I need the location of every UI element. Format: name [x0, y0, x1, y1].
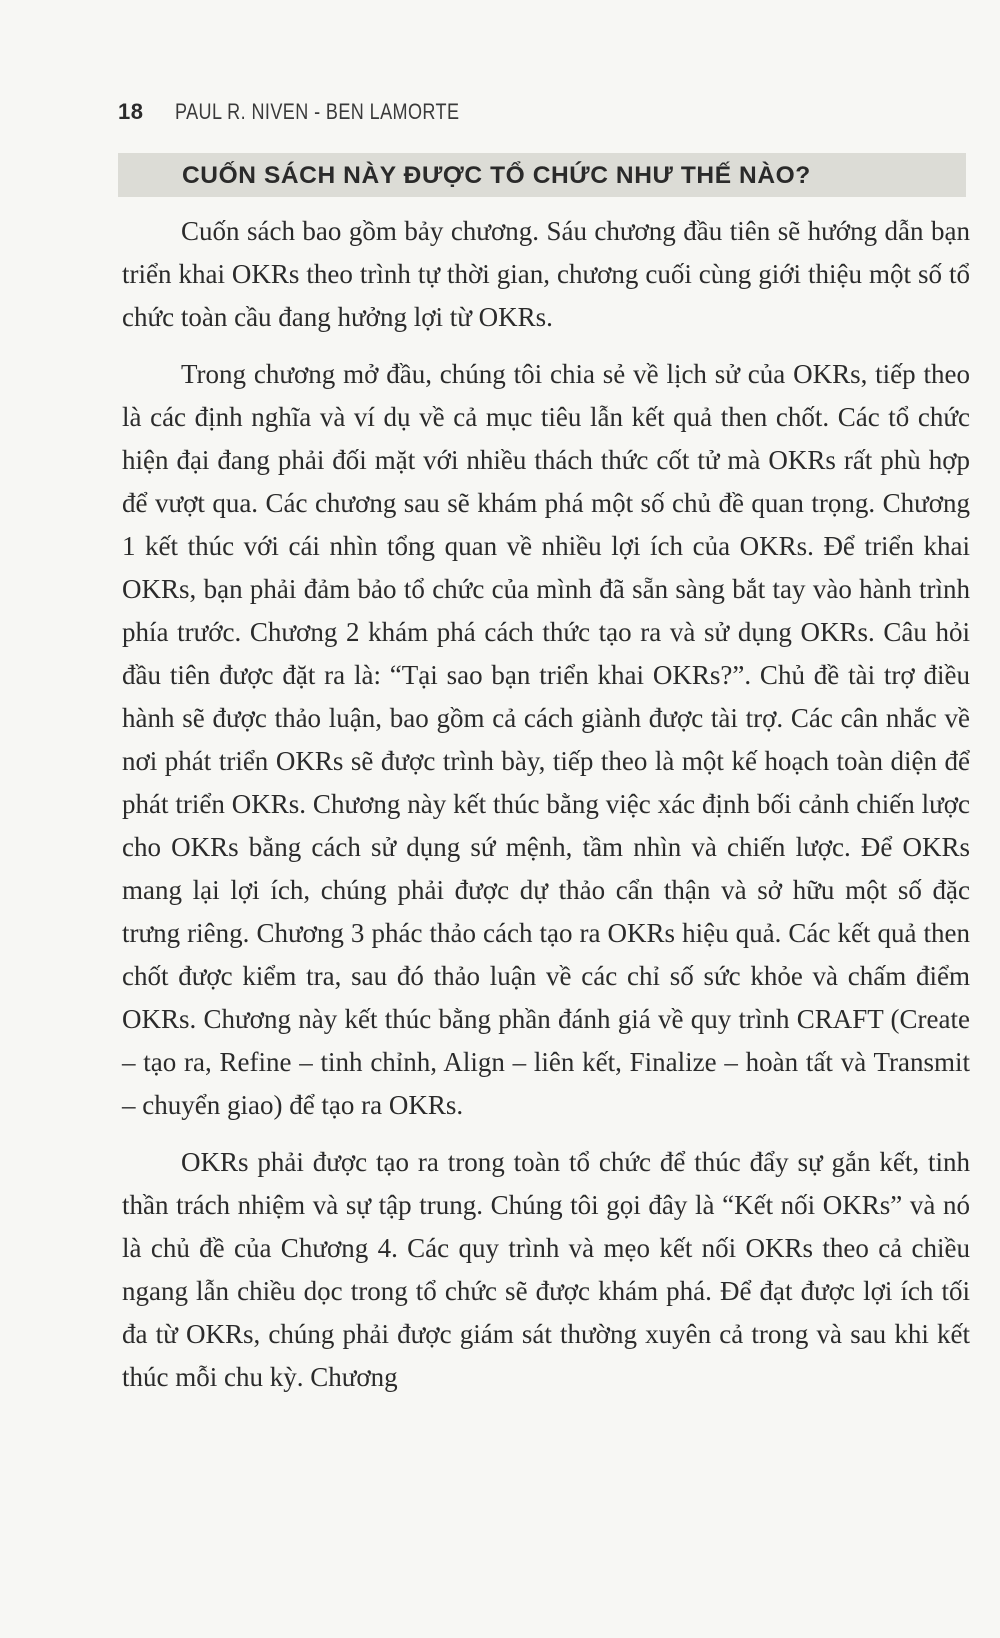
- paragraph-1: Cuốn sách bao gồm bảy chương. Sáu chương đầu tiên sẽ hướng dẫn bạn triển khai OKRs theo trình tự thời gian, chương cuối cùng giới thiệu một số tổ chức toàn cầu đang hưởng lợi từ OKRs.: [122, 216, 970, 332]
- book-authors: PAUL R. NIVEN - BEN LAMORTE: [175, 99, 460, 124]
- body-text: [122, 210, 970, 1399]
- paragraph-2: Trong chương mở đầu, chúng tôi chia sẻ về lịch sử của OKRs, tiếp theo là các định nghĩa và ví dụ về cả mục tiêu lẫn kết quả then chốt. Các tổ chức hiện đại đang phải đối mặt với nhiều thách thức cốt tử mà OKRs rất phù hợp để vượt qua. Các chương sau sẽ khám phá một số chủ đề quan trọng. Chương 1 kết thúc với cái nhìn tổng quan về nhiều lợi ích của OKRs. Để triển khai OKRs, bạn phải đảm bảo tổ chức của mình đã sẵn sàng bắt tay vào hành trình phía trước. Chương 2 khám phá cách thức tạo ra và sử dụng OKRs. Câu hỏi đầu tiên được đặt ra là: “Tại sao bạn triển khai OKRs?”. Chủ đề tài trợ điều hành sẽ được thảo luận, bao gồm cả cách giành được tài trợ. Các cân nhắc về nơi phát triển OKRs sẽ được trình bày, tiếp theo là một kế hoạch toàn diện để phát triển OKRs. Chương này kết thúc bằng việc xác định bối cảnh chiến lược cho OKRs bằng cách sử dụng sứ mệnh, tầm nhìn và chiến lược. Để OKRs mang lại lợi ích, chúng phải được dự thảo cẩn thận và sở hữu một số đặc trưng riêng. Chương 3 phác thảo cách tạo ra OKRs hiệu quả. Các kết quả then chốt được kiểm tra, sau đó thảo luận về các chỉ số sức khỏe và chấm điểm OKRs. Chương này kết thúc bằng phần đánh giá về quy trình CRAFT (Create – tạo ra, Refine – tinh chỉnh, Align – liên kết, Finalize – hoàn tất và Transmit – chuyển giao) để tạo ra OKRs.: [122, 359, 970, 1120]
- paragraph-3: OKRs phải được tạo ra trong toàn tổ chức để thúc đẩy sự gắn kết, tinh thần trách nhiệm và sự tập trung. Chúng tôi gọi đây là “Kết nối OKRs” và nó là chủ đề của Chương 4. Các quy trình và mẹo kết nối OKRs theo cả chiều ngang lẫn chiều dọc trong tổ chức sẽ được khám phá. Để đạt được lợi ích tối đa từ OKRs, chúng phải được giám sát thường xuyên cả trong và sau khi kết thúc mỗi chu kỳ. Chương: [122, 1147, 970, 1392]
- section-heading: CUỐN SÁCH NÀY ĐƯỢC TỔ CHỨC NHƯ THẾ NÀO?: [182, 162, 811, 189]
- running-head: [118, 92, 522, 132]
- page-number: 18: [118, 99, 144, 124]
